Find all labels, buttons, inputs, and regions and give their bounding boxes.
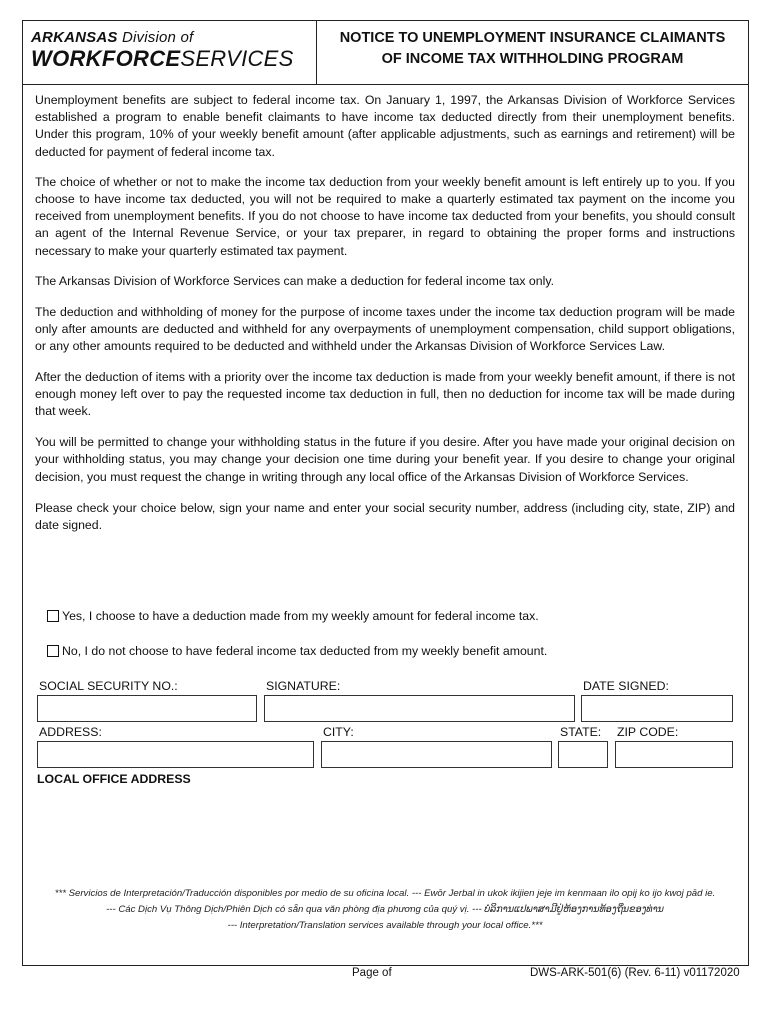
state-field[interactable] [558,741,608,768]
date-signed-field[interactable] [581,695,733,722]
logo-workforce: WORKFORCE [31,46,181,71]
paragraph: Unemployment benefits are subject to federal income tax. On January 1, 1997, the Arkansas Division of Workforce Services established a program to enable benefit claimants to have income tax deducted directly from their unemployment benefits. Under this program, 10% of your weekly benefit amount (after applicable adjustments, such as earnings and retirement) will be deducted for payment of federal income tax. [35,93,735,159]
form-id: DWS-ARK-501(6) (Rev. 6-11) v01172020 [530,967,740,979]
choice-yes[interactable] [47,609,539,623]
agency-logo [31,30,311,71]
address-field[interactable] [37,741,314,768]
paragraph: You will be permitted to change your withholding status in the future if you desire. After you have made your original decision on your withholding status, you may change your decision one time during your benefit year. If you desire to change your original decision, you must request the change in writing through any local office of the Arkansas Division of Workforce Services. [35,435,735,484]
zip-label: ZIP CODE: [617,725,679,739]
notice-body [35,92,735,547]
ssn-field[interactable] [37,695,257,722]
yes-checkbox[interactable] [47,610,59,622]
logo-division: Division of [121,29,194,46]
paragraph: The choice of whether or not to make the income tax deduction from your weekly benefit amount is left entirely up to you. If you choose to have income tax deducted, you will not be required to make a quarterly estimated tax payment on the income you received from unemployment benefits. If you do not choose to have income tax deducted from your benefits, you should consult an agent of the Internal Revenue Service, or your tax preparer, in regard to obtaining the proper forms and instructions necessary to make your quarterly estimated tax payment. [35,174,735,258]
signature-field[interactable] [264,695,575,722]
yes-label: Yes, I choose to have a deduction made from my weekly amount for federal income tax. [62,609,539,623]
logo-state: ARKANSAS [31,29,118,46]
logo-services: SERVICES [180,46,294,71]
paragraph: Please check your choice below, sign your name and enter your social security number, address (including city, state, ZIP) and date signed. [35,500,735,533]
page-number: Page of [352,967,392,979]
header-divider [22,84,749,85]
no-checkbox[interactable] [47,645,59,657]
paragraph: The Arkansas Division of Workforce Services can make a deduction for federal income tax only. [35,273,554,288]
title-line-1: NOTICE TO UNEMPLOYMENT INSURANCE CLAIMANTS [339,30,726,46]
choice-no[interactable] [47,644,547,658]
paragraph: After the deduction of items with a priority over the income tax deduction is made from your weekly benefit amount, if there is not enough money left over to pay the requested income tax deduction in full, then no deduction for income tax will be made during that week. [35,369,735,419]
language-notice-line-3: --- Interpretation/Translation services available through your local office.*** [227,920,543,931]
city-field[interactable] [321,741,552,768]
address-label: ADDRESS: [39,725,102,739]
language-services-notice [30,886,740,934]
document-title [316,28,749,70]
language-notice-line-2: --- Các Dịch Vụ Thông Dịch/Phiên Dịch có sẵn qua văn phòng địa phương của quý vị. --- ບໍລິການແປພາສາມີຢູ່ຫ້ອງການທ້ອງຖິ່ນຂອງທ່ານ [106,904,664,915]
city-label: CITY: [323,725,354,739]
zip-field[interactable] [615,741,733,768]
signature-label: SIGNATURE: [266,679,341,693]
paragraph: The deduction and withholding of money for the purpose of income taxes under the income tax deduction program will be made only after amounts are deducted and withheld for any overpayments of unemployment compensation, child support obligations, or any other amounts required to be deducted and withheld under the Arkansas Division of Workforce Services Law. [35,305,735,354]
state-label: STATE: [560,725,602,739]
language-notice-line-1: *** Servicios de Interpretación/Traducción disponibles por medio de su oficina local. --- Ewōr Jerbal in ukok ikijien jeje im kenmaan ilo opij ko ijo kwoj pād ie. [54,888,716,899]
no-label: No, I do not choose to have federal income tax deducted from my weekly benefit amount. [62,644,548,658]
local-office-heading: LOCAL OFFICE ADDRESS [37,772,191,786]
ssn-label: SOCIAL SECURITY NO.: [39,679,178,693]
date-signed-label: DATE SIGNED: [583,679,669,693]
title-line-2: OF INCOME TAX WITHHOLDING PROGRAM [381,51,684,67]
